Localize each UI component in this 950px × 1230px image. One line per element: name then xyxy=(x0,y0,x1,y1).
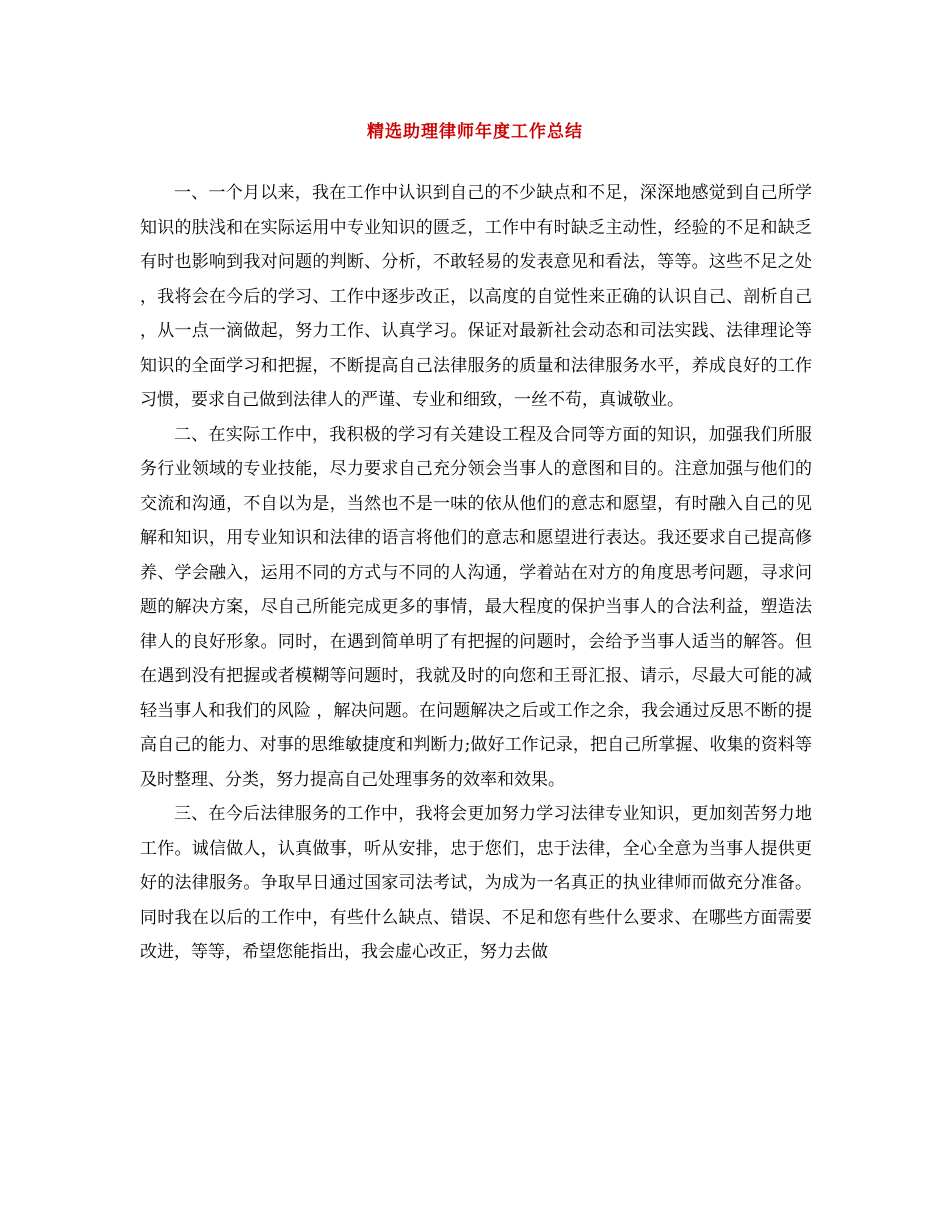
paragraph-3: 三、在今后法律服务的工作中，我将会更加努力学习法律专业知识，更加刻苦努力地工作。诚信做人，认真做事，听从安排，忠于您们，忠于法律，全心全意为当事人提供更好的法律服务。争取早日通过国家司法考试，为成为一名真正的执业律师而做充分准备。同时我在以后的工作中，有些什么缺点、错误、不足和您有些什么要求、在哪些方面需要改进，等等，希望您能指出，我会虚心改正，努力去做 xyxy=(140,804,812,962)
document-body xyxy=(140,176,812,970)
paragraph-1: 一、一个月以来，我在工作中认识到自己的不少缺点和不足，深深地感觉到自己所学知识的肤浅和在实际运用中专业知识的匮乏，工作中有时缺乏主动性，经验的不足和缺乏有时也影响到我对问题的判断、分析，不敢轻易的发表意见和看法，等等。这些不足之处，我将会在今后的学习、工作中逐步改正，以高度的自觉性来正确的认识自己、剖析自己，从一点一滴做起，努力工作、认真学习。保证对最新社会动态和司法实践、法律理论等知识的全面学习和把握，不断提高自己法律服务的质量和法律服务水平，养成良好的工作习惯，要求自己做到法律人的严谨、专业和细致，一丝不苟，真诚敬业。 xyxy=(140,183,812,410)
paragraph-2: 二、在实际工作中，我积极的学习有关建设工程及合同等方面的知识，加强我们所服务行业领域的专业技能，尽力要求自己充分领会当事人的意图和目的。注意加强与他们的交流和沟通，不自以为是，当然也不是一味的依从他们的意志和愿望，有时融入自己的见解和知识，用专业知识和法律的语言将他们的意志和愿望进行表达。我还要求自己提高修养、学会融入，运用不同的方式与不同的人沟通，学着站在对方的角度思考问题，寻求问题的解决方案，尽自己所能完成更多的事情，最大程度的保护当事人的合法利益，塑造法律人的良好形象。同时，在遇到简单明了有把握的问题时，会给予当事人适当的解答。但在遇到没有把握或者模糊等问题时，我就及时的向您和王哥汇报、请示，尽最大可能的减轻当事人和我们的风险 ，解决问题。在问题解决之后或工作之余，我会通过反思不断的提高自己的能力、对事的思维敏捷度和判断力;做好工作记录，把自己所掌握、收集的资料等及时整理、分类，努力提高自己处理事务的效率和效果。 xyxy=(140,424,812,790)
document-title: 精选助理律师年度工作总结 xyxy=(367,122,583,142)
